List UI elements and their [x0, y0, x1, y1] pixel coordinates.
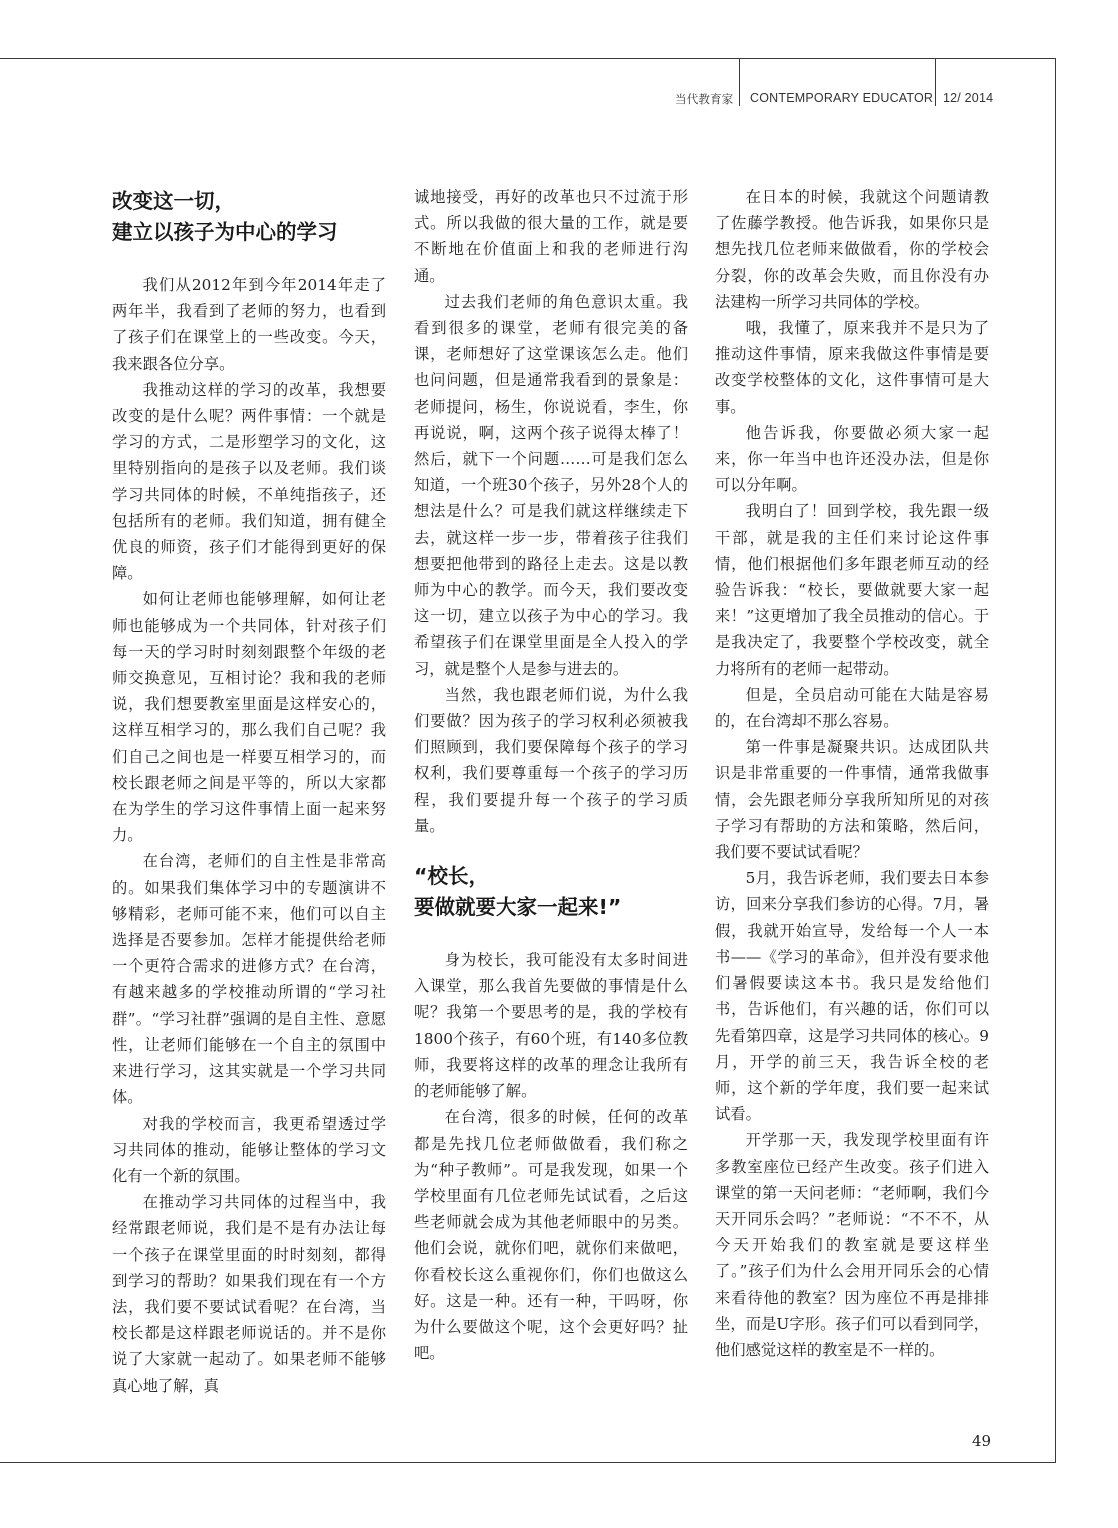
paragraph: 过去我们老师的角色意识太重。我看到很多的课堂，老师有很完美的备课，老师想好了这堂课该怎么走。他们也问问题，但是通常我看到的景象是：老师提问，杨生，你说说看，李生，你再说说，啊，这两个孩子说得太棒了！然后，就下一个问题……可是我们怎么知道，一个班30个孩子，另外28个人的想法是什么？可是我们就这样继续走下去，就这样一步一步，带着孩子往我们想要把他带到的路径上走去。这是以教师为中心的教学。而今天，我们要改变这一切，建立以孩子为中心的学习。我希望孩子们在课堂里面是全人投入的学习，就是整个人是参与进去的。: [414, 292, 688, 678]
paragraph: 他告诉我，你要做必须大家一起来，你一年当中也许还没办法，但是你可以分年啊。: [715, 423, 989, 495]
paragraph: 诚地接受，再好的改革也只不过流于形式。所以我做的很大量的工作，就是要不断地在价值面上和我的老师进行沟通。: [414, 188, 688, 285]
heading-line: “校长，: [414, 864, 489, 889]
paragraph: 在日本的时候，我就这个问题请教了佐藤学教授。他告诉我，如果你只是想先找几位老师来做做看，你的学校会分裂，你的改革会失败，而且你没有办法建构一所学习共同体的学校。: [715, 188, 989, 311]
section-heading-2: [414, 861, 688, 923]
paragraph: 当然，我也跟老师们说，为什么我们要做？因为孩子的学习权利必须被我们照顾到，我们要保障每个孩子的学习权利，我们要尊重每一个孩子的学习历程，我们要提升每一个孩子的学习质量。: [414, 685, 688, 835]
paragraph: 在台湾，很多的时候，任何的改革都是先找几位老师做做看，我们称之为“种子教师”。可是我发现，如果一个学校里面有几位老师先试试看，之后这些老师就会成为其他老师眼中的另类。他们会说，就你们吧，就你们来做吧，你看校长这么重视你们，你们也做这么好。这是一种。还有一种，干吗呀，你为什么要做这个呢，这个会更好吗？扯吧。: [414, 1108, 688, 1363]
heading-line: 改变这一切，: [112, 189, 235, 213]
page-number: 49: [972, 1432, 992, 1450]
paragraph: 第一件事是凝聚共识。达成团队共识是非常重要的一件事情，通常我做事情，会先跟老师分享我所知所见的对孩子学习有帮助的方法和策略，然后问，我们要不要试试看呢？: [715, 738, 989, 862]
section-heading-1: [112, 186, 386, 248]
paragraph: 如何让老师也能够理解，如何让老师也能够成为一个共同体，针对孩子们每一天的学习时时刻刻跟整个年级的老师交换意见，互相讨论？我和我的老师说，我们想要教室里面是这样安心的，这样互相学习的，那么我们自己呢？我们自己之间也是一样要互相学习的，而校长跟老师之间是平等的，所以大家都在为学生的学习这件事情上面一起来努力。: [112, 590, 386, 845]
heading-line: 建立以孩子为中心的学习: [112, 220, 338, 244]
paragraph: 开学那一天，我发现学校里面有许多教室座位已经产生改变。孩子们进入课堂的第一天问老师：“老师啊，我们今天开同乐会吗？”老师说：“不不不，从今天开始我们的教室就是要这样坐了。”孩子们为什么会用开同乐会的心情来看待他的教室？因为座位不再是排排坐，而是U字形。孩子们可以看到同学，他们感觉这样的教室是不一样的。: [715, 1131, 989, 1359]
column-left: [112, 184, 386, 1399]
magazine-name-en: CONTEMPORARY EDUCATOR: [750, 91, 934, 105]
paragraph: 哦，我懂了，原来我并不是只为了推动这件事情，原来我做这件事情是要改变学校整体的文化，这件事情可是大事。: [715, 319, 989, 416]
paragraph: 我推动这样的学习的改革，我想要改变的是什么呢？两件事情：一个就是学习的方式，二是形塑学习的文化，这里特别指向的是孩子以及老师。我们谈学习共同体的时候，不单纯指孩子，还包括所有的老师。我们知道，拥有健全优良的师资，孩子们才能得到更好的保障。: [112, 380, 386, 583]
column-right: [715, 184, 989, 1363]
paragraph: 对我的学校而言，我更希望透过学习共同体的推动，能够让整体的学习文化有一个新的氛围。: [112, 1114, 386, 1185]
heading-line: 要做就要大家一起来!”: [414, 895, 622, 920]
paragraph: 但是，全员启动可能在大陆是容易的，在台湾却不那么容易。: [715, 685, 989, 731]
paragraph: 我们从2012年到今年2014年走了两年半，我看到了老师的努力，也看到了孩子们在课堂上的一些改变。今天，我来跟各位分享。: [112, 276, 386, 373]
magazine-name-cn: 当代教育家: [675, 94, 734, 106]
paragraph: 5月，我告诉老师，我们要去日本参访，回来分享我们参访的心得。7月，暑假，我就开始宣导，发给每一个人一本书——《学习的革命》，但并没有要求他们暑假要读这本书。我只是发给他们书，告诉他们，有兴趣的话，你们可以先看第四章，这是学习共同体的核心。9月，开学的前三天，我告诉全校的老师，这个新的学年度，我们要一起来试试看。: [715, 869, 989, 1124]
paragraph: 在推动学习共同体的过程当中，我经常跟老师说，我们是不是有办法让每一个孩子在课堂里面的时时刻刻，都得到学习的帮助？如果我们现在有一个方法，我们要不要试试看呢？在台湾，当校长都是这样跟老师说话的。并不是你说了大家就一起动了。如果老师不能够真心地了解，真: [112, 1193, 386, 1395]
header-divider-left: [739, 58, 740, 106]
column-middle: [414, 184, 688, 1366]
paragraph: 我明白了！回到学校，我先跟一级干部，就是我的主任们来讨论这件事情，他们根据他们多年跟老师互动的经验告诉我：“校长，要做就要大家一起来！”这更增加了我全员推动的信心。于是我决定了，我要整个学校改变，就全力将所有的老师一起带动。: [715, 502, 989, 678]
header-divider-right: [935, 58, 936, 106]
issue-number: 12/ 2014: [943, 91, 994, 105]
paragraph: 在台湾，老师们的自主性是非常高的。如果我们集体学习中的专题演讲不够精彩，老师可能不来，他们可以自主选择是否要参加。怎样才能提供给老师一个更符合需求的进修方式？在台湾，有越来越多的学校推动所谓的“学习社群”。“学习社群”强调的是自主性、意愿性，让老师们能够在一个自主的氛围中来进行学习，这其实就是一个学习共同体。: [112, 852, 386, 1107]
paragraph: 身为校长，我可能没有太多时间进入课堂，那么我首先要做的事情是什么呢？我第一个要思考的是，我的学校有1800个孩子，有60个班，有140多位教师，我要将这样的改革的理念让我所有的老师能够了解。: [414, 951, 688, 1101]
